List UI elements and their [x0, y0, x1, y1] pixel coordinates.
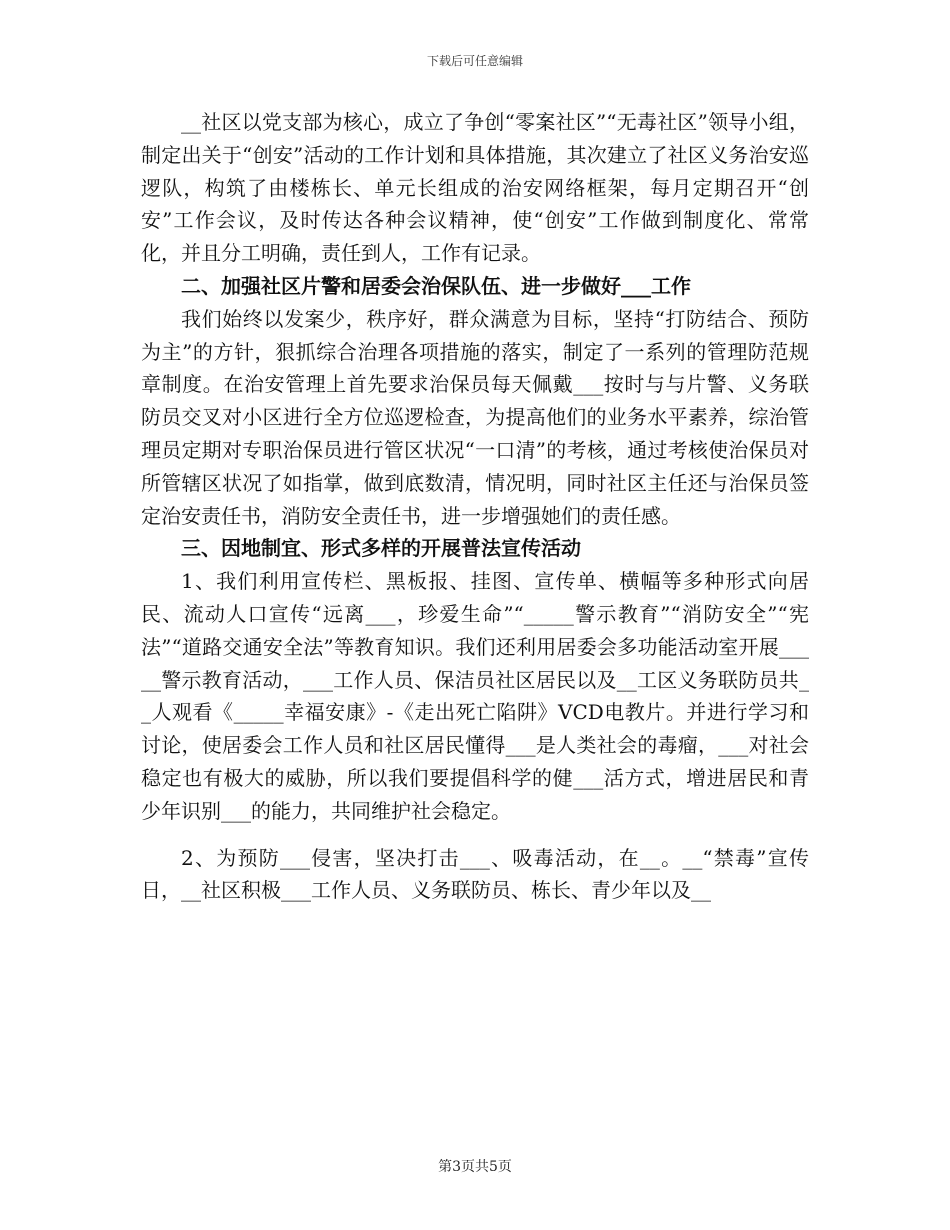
paragraph-publicity-1: 1、我们利用宣传栏、黑板报、挂图、宣传单、横幅等多种形式向居民、流动人口宣传“远离___，珍爱生命”“_____警示教育”“消防安全”“宪法”“道路交通安全法”等教育知识。我们还利用居委会多功能活动室开展_____警示教育活动，___工作人员、保洁员社区居民以及__工区义务联防员共__人观看《_____幸福安康》-《走出死亡陷阱》VCD电教片。并进行学习和讨论，使居委会工作人员和社区居民懂得___是人类社会的毒瘤，___对社会稳定也有极大的威胁，所以我们要提倡科学的健___活方式，增进居民和青少年识别___的能力，共同维护社会稳定。 — [141, 569, 809, 823]
document-body — [141, 106, 809, 907]
paragraph-publicity-2: 2、为预防___侵害，坚决打击___、吸毒活动，在__。__“禁毒”宣传日，__社区积极___工作人员、义务联防员、栋长、青少年以及__ — [141, 845, 809, 903]
section-heading-3: 三、因地制宜、形式多样的开展普法宣传活动 — [181, 536, 581, 561]
paragraph-patrol: 我们始终以发案少，秩序好，群众满意为目标，坚持“打防结合、预防为主”的方针，狠抓综合治理各项措施的落实，制定了一系列的管理防范规章制度。在治安管理上首先要求治保员每天佩戴___按时与与片警、义务联防员交叉对小区进行全方位巡逻检查，为提高他们的业务水平素养，综治管理员定期对专职治保员进行管区状况“一口清”的考核，通过考核使治保员对所管辖区状况了如指掌，做到底数清，情况明，同时社区主任还与治保员签定治安责任书，消防安全责任书，进一步增强她们的责任感。 — [141, 306, 809, 528]
paragraph-leadership: __社区以党支部为核心，成立了争创“零案社区”“无毒社区”领导小组，制定出关于“创安”活动的工作计划和具体措施，其次建立了社区义务治安巡逻队，构筑了由楼栋长、单元长组成的治安网络框架，每月定期召开“创安”工作会议，及时传达各种会议精神，使“创安”工作做到制度化、常常化，并且分工明确，责任到人，工作有记录。 — [141, 110, 809, 266]
page-header: 下载后可任意编辑 — [426, 54, 523, 68]
section-heading-2: 二、加强社区片警和居委会治保队伍、进一步做好___工作 — [181, 273, 691, 298]
page-number: 第3页共5页 — [438, 1159, 512, 1175]
